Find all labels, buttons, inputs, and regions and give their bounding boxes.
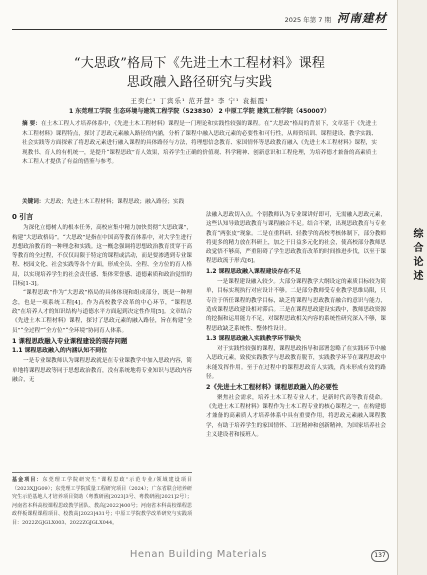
right-column bbox=[206, 211, 386, 440]
article-title-line2: 思政融入路径研究与实践 bbox=[126, 75, 273, 90]
footnote-label: 基金项目： bbox=[12, 477, 43, 483]
section-tab: 综合论述 bbox=[411, 228, 422, 284]
author-list: 王奕仁¹ 丁宾乐¹ 范开慧² 李 宁¹ 袁振霞¹ bbox=[130, 97, 269, 105]
abstract-label: 摘 要： bbox=[22, 121, 41, 127]
affiliations: 1 东莞理工学院 生态环境与建筑工程学院（523830） 2 中原工学院 建筑工程学院（450007） bbox=[69, 108, 330, 115]
journal-name: 河南建材 bbox=[337, 11, 387, 25]
article-title-line1: “大思政”格局下《先进土木工程材料》课程 bbox=[73, 56, 326, 71]
section-heading-intro: 0 引言 bbox=[12, 213, 34, 221]
paragraph: 聚焦社会需求，培养土木工程专业人才，是新时代高等教育使命。《先进土木工程材料》课程作为土木工程专业的核心课程之一，在构建德才兼备的高素质人才培养体系中具有重要作用，将思政元素融入课程教学，有助于培养学生的家国情怀、工匠精神和创新精神，为国家培养社会主义建设者和接班人。 bbox=[206, 394, 386, 438]
keywords-text: 大思政；先进土木工程材料；课程思政；融入路径；实践 bbox=[44, 199, 185, 205]
subsection-heading-1-3: 1.3 课程思政融入实践教学环节缺失 bbox=[206, 335, 301, 342]
footnote-text: 东莞理工学院研究生“课程思政”示范专业/领域建设项目（2023XJJG09）；东莞理工学院质量工程研究项目（2024）；广东省联合培养研究生示范基地人才培养项目资助（粤教研函[2023]3号、粤教研函[2021]2号）；河南省本科高校课程思政教学团队、教高[2022]400号；河南省本科高校课程思政样板课程课程项目、校教高[2023]431号；中原工学院教学改革研究与实践项目：2022ZGJGLX003、2022ZGJGLX044。 bbox=[12, 477, 192, 526]
section-sidebar bbox=[397, 0, 427, 575]
keywords-label: 关键词： bbox=[22, 199, 45, 205]
abstract bbox=[22, 120, 377, 168]
section-heading-1: 1 课程思政融入专业课程建设的现存问题 bbox=[12, 336, 128, 345]
issue-number: 2025 年第 7 期 bbox=[284, 16, 331, 24]
paragraph: 一是专业课教师认为课程思政就是在专业课教学中加入思政内容，简单地将课程思政等同于思想政治教育，没有系统地将专业知识与思政内容融合，无 bbox=[12, 358, 192, 384]
abstract-text: 在土木工程人才培养体系中，《先进土木工程材料》课程是一门理论和实践性较强的课程。在“大思政”格局的背景下，文章基于《先进土木工程材料》课程特点，探讨了思政元素融入路径的内涵，分析了课程中融入思政元素的必要性和可行性，从师资培训、课程建设、教学实践、社会实践等方面探索了将思政元素进行融入课程的具体路径与方法，将理想信念教育、家国情怀等思政教育融入《先进土木工程材料》课程，实现教书、育人的有机统一，是提升“课程思政”育人效果，培养学生正确的价值观、科学精神、创新意识和工程伦理，为培养德才兼备的高素质土木工程人才提供了有益的借鉴与参考。 bbox=[22, 121, 377, 166]
page-header bbox=[0, 6, 427, 34]
subsection-heading-1-1: 1.1 课程思政融入的内涵认知不到位 bbox=[12, 348, 107, 355]
funding-footnote bbox=[12, 472, 192, 528]
left-column bbox=[12, 211, 192, 385]
keywords bbox=[22, 197, 377, 205]
paragraph: 对于实践性较强的课程，课程思政指导和部署忽略了在实践环节中融入思政元素，致使实践教学与思政教育脱节，实践教学环节在课程思政中未能发挥作用。至于在过程中的课程思政育人实践，尚未形成有效的路径。 bbox=[206, 346, 386, 381]
footer-journal-english: Henan Building Materials bbox=[129, 549, 268, 560]
paragraph: 一是课程建设融入较少。大部分课程教学大纲设定的素质目标较为简单，目标实现执行对应设计不够。二是部分教师受专业教学思维局限，只专注于所任课程的教学目标，缺乏将课程与思政教育融合的意识与能力，造成课程思政建设相对滞后。三是在课程思政建设实践中，教师思政资源的挖掘和运用能力不足，对课程思政相关内容的系统性研究深入不够，课程思政缺乏系统性、整体性设计。 bbox=[206, 279, 386, 332]
paragraph: 为深化立德树人的根本任务，高校应集中精力加快贯彻“大思政课”，构建“大思政格局”。“大思政”是指在中国高等教育体系中，对大学生进行思想政治教育的一种理念和实践。这一概念强调将思想政治教育贯穿于高等教育的全过程，不仅仅局限于特定的课程或活动，而是要渗透到专业课程、校园文化、社会实践等各个方面，形成全员、全程、全方位的育人格局，以实现培养学生的社会责任感、集体荣誉感、道德素质和政治觉悟的目标[1-3]。 bbox=[12, 225, 192, 288]
header-rule bbox=[12, 29, 387, 30]
section-heading-2: 2《先进土木工程材料》课程思政融入的必要性 bbox=[206, 383, 339, 392]
paragraph: 法融入思政切入点。个别教师认为专业课讲好即可，无需融入思政元素，这些认知导致思政教育与课程融合不足。结合不紧，出现思政教育与专业教育“两张皮”现象。二是在重科研、轻教学的高校考核体制下，部分教师将更多的精力放在科研上，加之于日益多元化的社会，使高校部分教师思政觉悟不够高，严重阻碍了学生思政教育改革的时间推进步伐，以至于课程思政流于形式[6]。 bbox=[206, 212, 386, 265]
paragraph: “课程思政”作为“大思政”格局的具体体现和组成部分，既是一种理念，也是一项系统工程[4]。作为高校教学改革的中心环节，“课程思政”在培养人才的知识结构与道德水平方面起到决定性作用[5]。文章结合《先进土木工程材料》课程，探讨了思政元素的融入路径，旨在构建“全员”“全过程”“全方位”“全环境”协同育人体系。 bbox=[12, 290, 192, 334]
page-number: 137 bbox=[371, 550, 389, 562]
subsection-heading-1-2: 1.2 课程思政融入课程建设存在不足 bbox=[206, 268, 301, 275]
